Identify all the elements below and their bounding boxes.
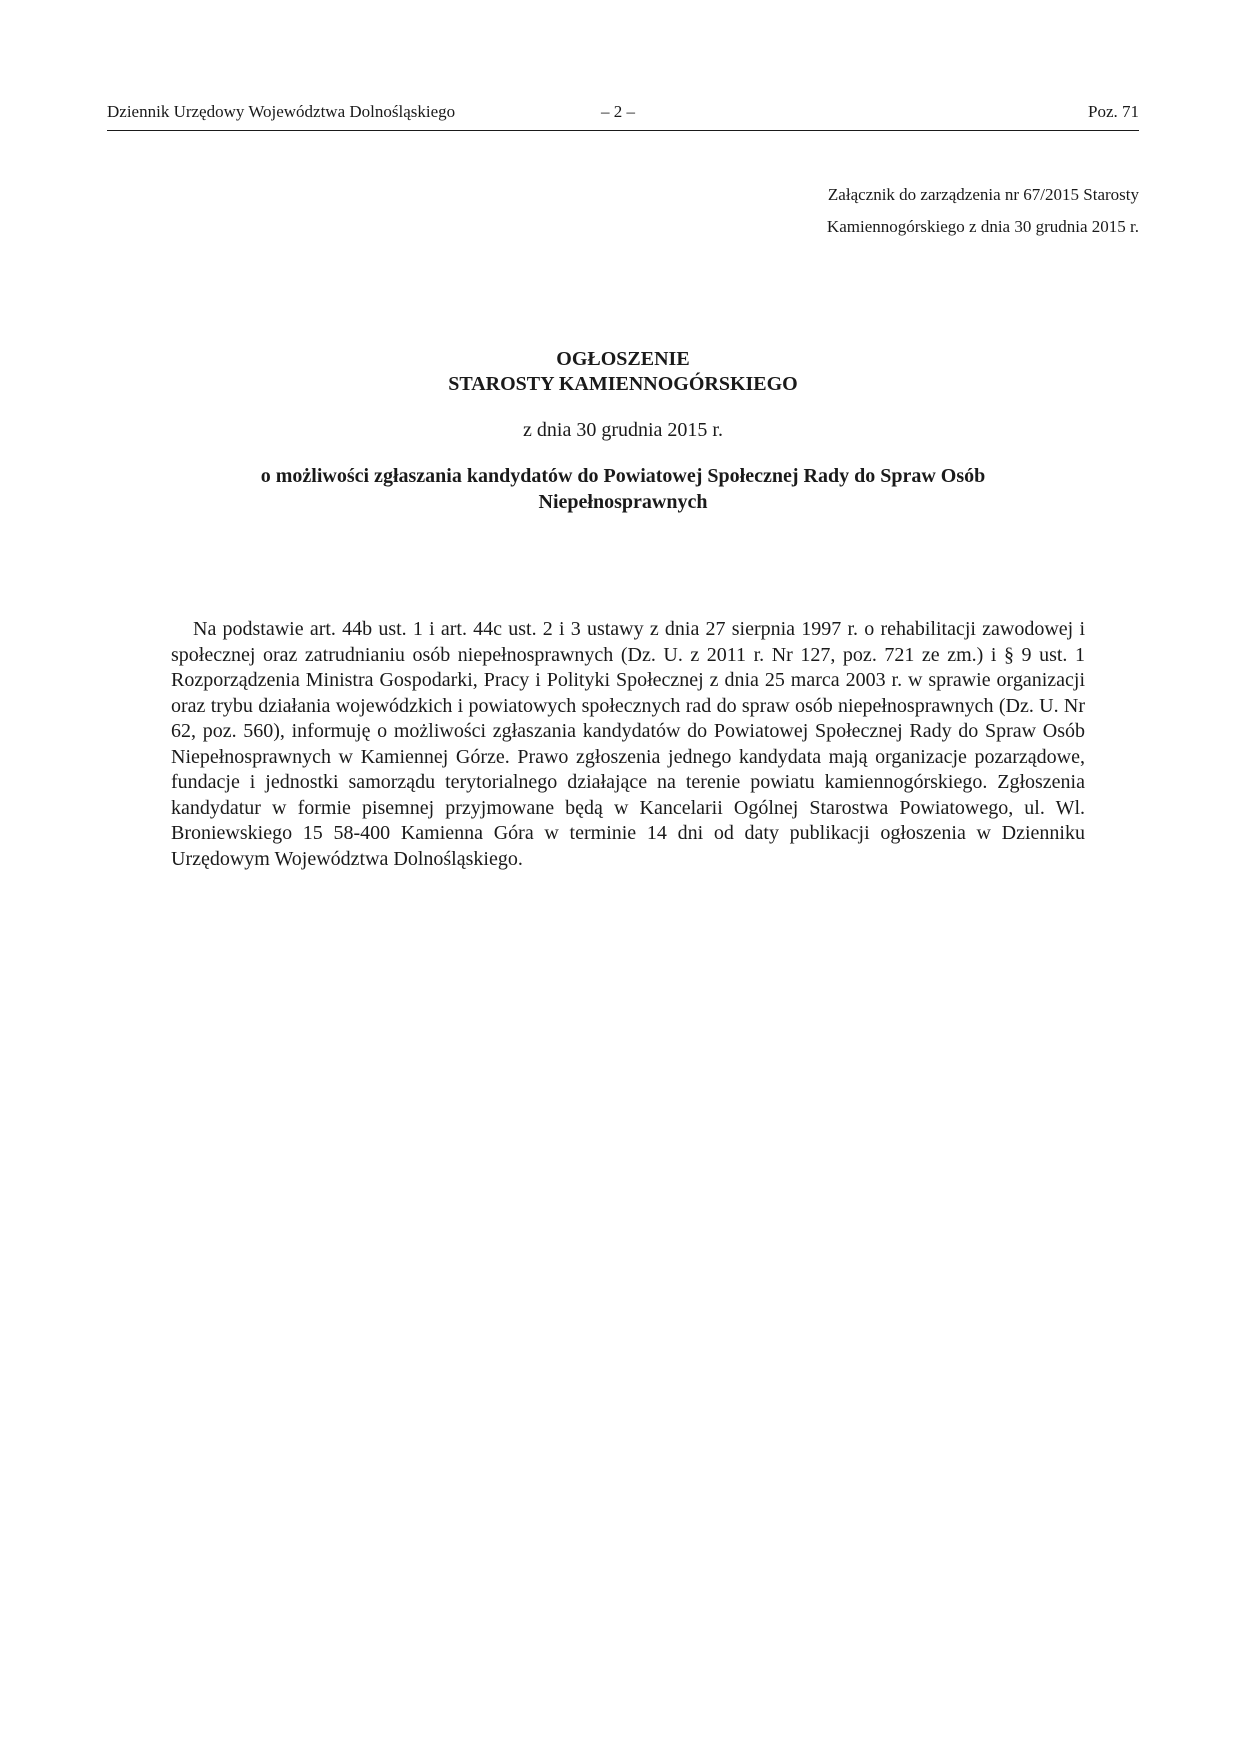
journal-name: Dziennik Urzędowy Województwa Dolnośląskiego bbox=[107, 102, 456, 121]
attachment-note bbox=[827, 179, 1139, 243]
header-divider bbox=[107, 130, 1139, 131]
body-paragraph: Na podstawie art. 44b ust. 1 i art. 44c ust. 2 i 3 ustawy z dnia 27 sierpnia 1997 r. o rehabilitacji zawodowej i społecznej oraz zatrudnianiu osób niepełnosprawnych (Dz. U. z 2011 r. Nr 127, poz. 721 ze zm.) i § 9 ust. 1 Rozporządzenia Ministra Gospodarki, Pracy i Polityki Społecznej z dnia 25 marca 2003 r. w sprawie organizacji oraz trybu działania wojewódzkich i powiatowych społecznych rad do spraw osób niepełnosprawnych (Dz. U. Nr 62, poz. 560), informuję o możliwości zgłaszania kandydatów do Powiatowej Społecznej Rady do Spraw Osób Niepełnosprawnych w Kamiennej Górze. Prawo zgłoszenia jednego kandydata mają organizacje pozarządowe, fundacje i jednostki samorządu terytorialnego działające na terenie powiatu kamiennogórskiego. Zgłoszenia kandydatur w formie pisemnej przyjmowane będą w Kancelarii Ogólnej Starostwa Powiatowego, ul. Wl. Broniewskiego 15 58-400 Kamienna Góra w terminie 14 dni od daty publikacji ogłoszenia w Dzienniku Urzędowym Województwa Dolnośląskiego. bbox=[171, 618, 1085, 870]
attachment-line-1: Załącznik do zarządzenia nr 67/2015 Starosty bbox=[827, 185, 1139, 204]
attachment-line-2: Kamiennogórskiego z dnia 30 grudnia 2015 r. bbox=[826, 217, 1139, 236]
position-number: Poz. 71 bbox=[1088, 102, 1139, 121]
title-block bbox=[107, 347, 1139, 515]
title-heading: OGŁOSZENIE bbox=[556, 348, 690, 370]
page-number: – 2 – bbox=[601, 102, 635, 121]
title-date: z dnia 30 grudnia 2015 r. bbox=[523, 419, 723, 441]
title-issuer: STAROSTY KAMIENNOGÓRSKIEGO bbox=[448, 373, 798, 395]
title-subject: o możliwości zgłaszania kandydatów do Powiatowej Społecznej Rady do Spraw Osób Niepełnosprawnych bbox=[260, 465, 986, 513]
running-header bbox=[107, 100, 1139, 124]
